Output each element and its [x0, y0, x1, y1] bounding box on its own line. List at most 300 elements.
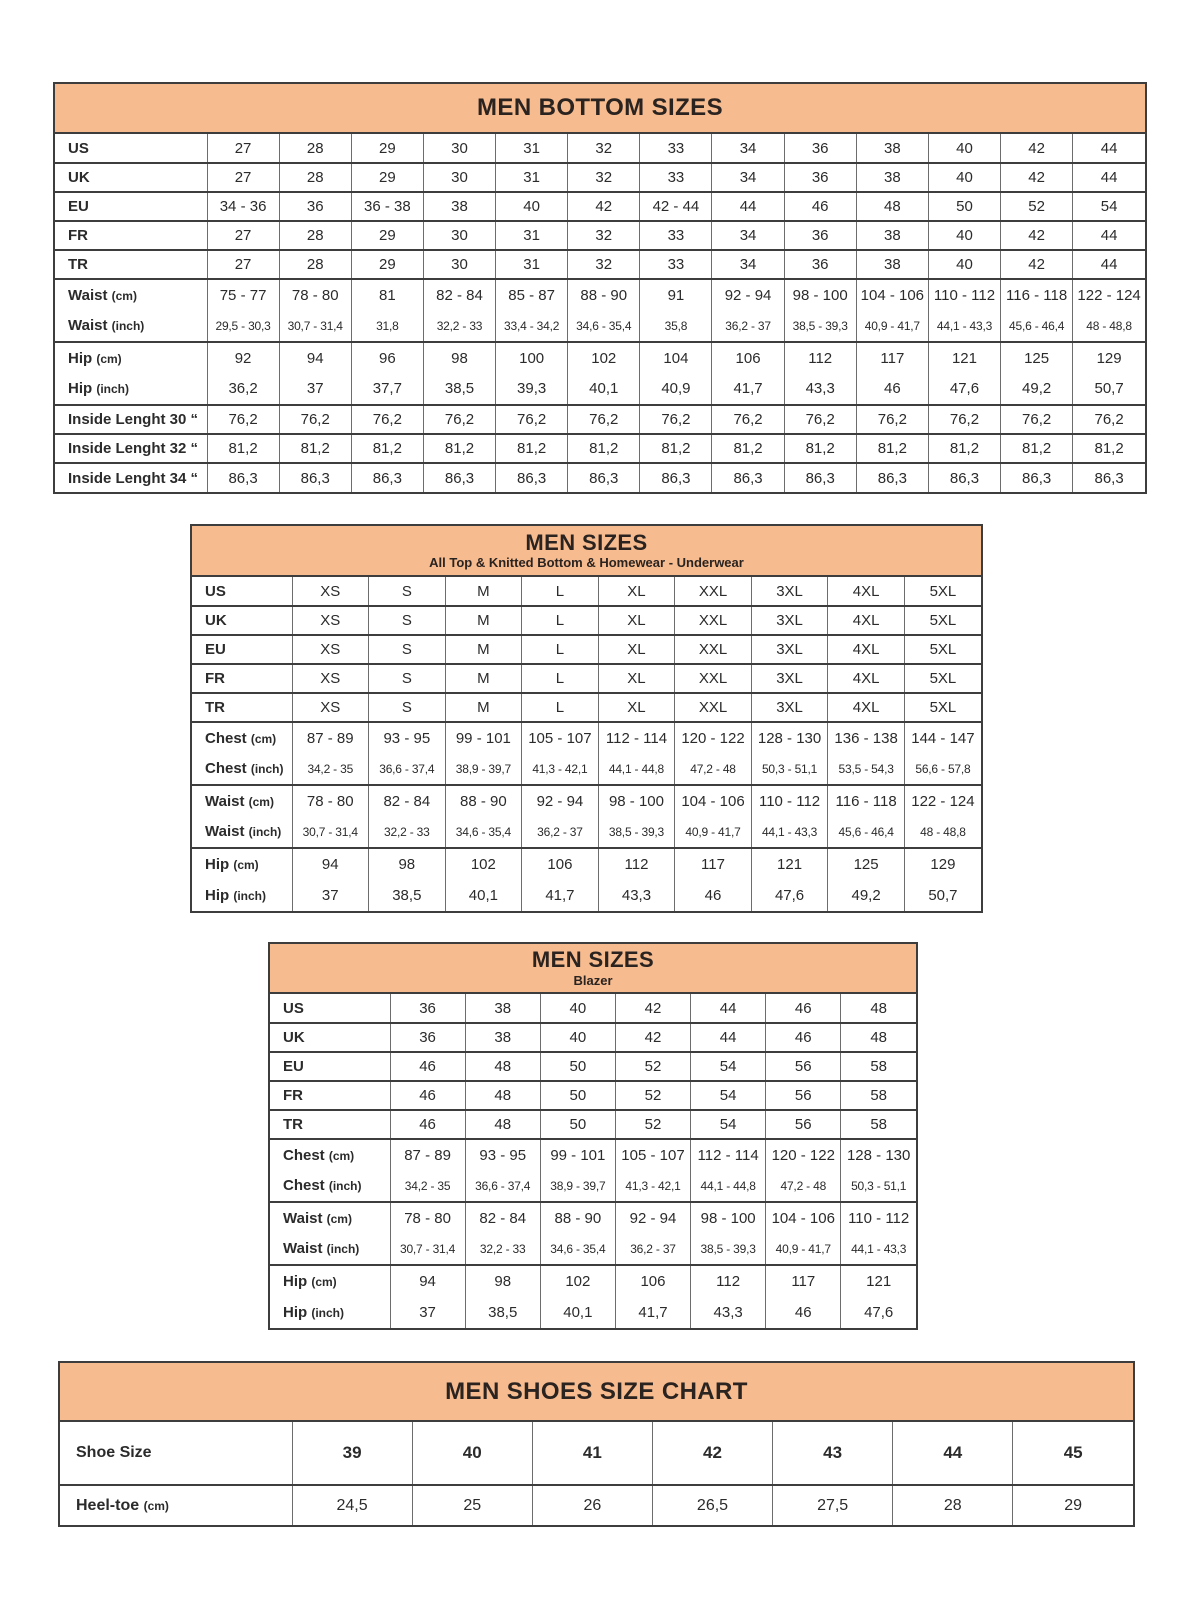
row-label [60, 1485, 292, 1525]
table-cell: 112 - 114 [691, 1139, 766, 1171]
table-cell: 27 [207, 163, 279, 192]
table-cell: 81,2 [423, 434, 495, 463]
table-title: MEN SIZES [525, 529, 648, 555]
table-cell: 4XL [828, 606, 905, 635]
table-cell: 43 [773, 1422, 893, 1485]
table-cell: 40 [928, 163, 1000, 192]
row-label-unit: (inch) [111, 319, 145, 334]
table-cell: 36 [390, 1023, 465, 1052]
table-cell: 40 [928, 250, 1000, 279]
table-cell: 78 - 80 [279, 279, 351, 311]
table-cell: 86,3 [712, 463, 784, 492]
table-cell: 3XL [751, 664, 828, 693]
row-label [55, 311, 207, 343]
table-cell: 98 - 100 [784, 279, 856, 311]
table-cell: 36 - 38 [351, 192, 423, 221]
row-label-unit: (inch) [248, 825, 282, 840]
row-label [55, 463, 207, 492]
table-cell: 76,2 [423, 405, 495, 434]
table-cell: 110 - 112 [841, 1202, 916, 1234]
table-cell: 46 [390, 1110, 465, 1139]
row-label [60, 1422, 292, 1485]
table-cell: 48 [841, 994, 916, 1023]
table-cell: 38,5 [423, 374, 495, 406]
row-label-text: Inside Lenght 34 “ [68, 469, 199, 487]
table-cell: 40,1 [540, 1297, 615, 1329]
table-row [192, 817, 981, 849]
table-cell: 42 [615, 1023, 690, 1052]
row-label-text: EU [283, 1058, 304, 1075]
table-cell: 112 - 114 [598, 722, 675, 754]
table-cell: 27 [207, 134, 279, 163]
table-cell: 76,2 [856, 405, 928, 434]
table-cell: 96 [351, 342, 423, 374]
table-cell: 86,3 [351, 463, 423, 492]
row-label [270, 1297, 390, 1329]
table-cell: 42 [1001, 250, 1073, 279]
table-cell: 38 [856, 250, 928, 279]
table-cell: 94 [390, 1265, 465, 1297]
table-cell: 36,2 - 37 [712, 311, 784, 343]
table-cell: 117 [856, 342, 928, 374]
table-cell: 112 [691, 1265, 766, 1297]
table-cell: 112 [784, 342, 856, 374]
table-cell: XXL [675, 606, 752, 635]
table-cell: 32 [568, 221, 640, 250]
table-cell: 88 - 90 [445, 785, 522, 817]
table-cell: 36,2 [207, 374, 279, 406]
row-label-text: Inside Lenght 32 “ [68, 440, 199, 457]
row-label [270, 1110, 390, 1139]
table-cell: 33,4 - 34,2 [496, 311, 568, 343]
row-label-unit: (cm) [111, 288, 137, 303]
row-label [270, 994, 390, 1023]
row-label [55, 434, 207, 463]
table-cell: 32 [568, 250, 640, 279]
table-cell: M [445, 664, 522, 693]
table-cell: 120 - 122 [766, 1139, 841, 1171]
table-cell: 54 [691, 1052, 766, 1081]
table-row [270, 1297, 916, 1329]
row-label [192, 817, 292, 849]
table-cell: 30,7 - 31,4 [390, 1234, 465, 1266]
table-cell: XXL [675, 577, 752, 606]
table-cell: 28 [279, 163, 351, 192]
row-label-text: Waist [68, 317, 112, 335]
table-cell: 52 [615, 1110, 690, 1139]
table-cell: 129 [1073, 342, 1145, 374]
table-cell: 43,3 [598, 880, 675, 912]
table-cell: 44 [691, 994, 766, 1023]
table-cell: 46 [856, 374, 928, 406]
table-cell: 125 [1001, 342, 1073, 374]
table-cell: S [369, 664, 446, 693]
table-cell: 93 - 95 [465, 1139, 540, 1171]
table-cell: 29,5 - 30,3 [207, 311, 279, 343]
table-cell: 86,3 [928, 463, 1000, 492]
table-cell: 50 [540, 1052, 615, 1081]
table-cell: XS [292, 693, 369, 722]
table-cell: 117 [675, 848, 752, 880]
row-label [192, 785, 292, 817]
table-cell: 32 [568, 163, 640, 192]
table-cell: 30,7 - 31,4 [279, 311, 351, 343]
table-row [270, 1110, 916, 1139]
table-cell: 82 - 84 [465, 1202, 540, 1234]
row-label [55, 192, 207, 221]
table-cell: 44,1 - 43,3 [841, 1234, 916, 1266]
table-cell: 27 [207, 221, 279, 250]
table-cell: 4XL [828, 635, 905, 664]
table-cell: 99 - 101 [445, 722, 522, 754]
table-cell: 102 [445, 848, 522, 880]
table-cell: 112 [598, 848, 675, 880]
table-row [192, 785, 981, 817]
table-cell: 5XL [904, 693, 981, 722]
row-label-text: FR [68, 227, 88, 244]
table-cell: 92 - 94 [615, 1202, 690, 1234]
table-cell: 88 - 90 [540, 1202, 615, 1234]
table-cell: 102 [568, 342, 640, 374]
table-cell: 44 [1073, 221, 1145, 250]
row-label [55, 163, 207, 192]
row-label-unit: (cm) [250, 731, 277, 746]
table-row [55, 463, 1145, 492]
row-label-text: US [68, 139, 89, 157]
table-cell: 94 [292, 848, 369, 880]
table-cell: 34 [712, 134, 784, 163]
table-cell: 38 [856, 134, 928, 163]
table-cell: 33 [640, 163, 712, 192]
row-label-text: EU [68, 198, 89, 215]
row-label [55, 250, 207, 279]
row-label [270, 1052, 390, 1081]
row-label-text: TR [205, 699, 225, 716]
table-cell: 98 - 100 [691, 1202, 766, 1234]
table-cell: XXL [675, 693, 752, 722]
row-label [270, 1171, 390, 1203]
table-cell: 78 - 80 [292, 785, 369, 817]
table-cell: 42 [1001, 163, 1073, 192]
table-cell: 82 - 84 [369, 785, 446, 817]
row-label-text: Waist [205, 823, 249, 841]
row-label-unit: (cm) [311, 1274, 337, 1289]
table-cell: 34,6 - 35,4 [540, 1234, 615, 1266]
table-cell: 4XL [828, 577, 905, 606]
table-cell: 116 - 118 [828, 785, 905, 817]
table-cell: 41 [532, 1422, 652, 1485]
table-cell: 36,2 - 37 [615, 1234, 690, 1266]
table-cell: 39,3 [496, 374, 568, 406]
table-title-band [60, 1363, 1133, 1422]
table-cell: 29 [351, 163, 423, 192]
table-cell: 85 - 87 [496, 279, 568, 311]
row-label-text: EU [205, 641, 226, 658]
row-label-unit: (cm) [143, 1498, 169, 1513]
table-cell: M [445, 635, 522, 664]
table-cell: 34,2 - 35 [292, 754, 369, 786]
table-cell: 86,3 [640, 463, 712, 492]
table-cell: 4XL [828, 664, 905, 693]
table-cell: 53,5 - 54,3 [828, 754, 905, 786]
row-label [192, 577, 292, 606]
table-cell: 86,3 [784, 463, 856, 492]
row-label-unit: (inch) [96, 382, 130, 397]
row-label-text: UK [205, 612, 227, 629]
row-label [55, 342, 207, 374]
table-row [55, 221, 1145, 250]
table-cell: 86,3 [1073, 463, 1145, 492]
table-cell: 37,7 [351, 374, 423, 406]
table-cell: 36 [784, 163, 856, 192]
row-label [192, 880, 292, 912]
table-row [55, 311, 1145, 343]
table-cell: 44,1 - 43,3 [928, 311, 1000, 343]
table-cell: 76,2 [640, 405, 712, 434]
table-cell: 42 [1001, 221, 1073, 250]
table-cell: 88 - 90 [568, 279, 640, 311]
table-cell: 52 [615, 1081, 690, 1110]
table-cell: 44 [1073, 134, 1145, 163]
table-row [270, 994, 916, 1023]
table-cell: 116 - 118 [1001, 279, 1073, 311]
table-cell: 54 [1073, 192, 1145, 221]
table-row [55, 279, 1145, 311]
table-cell: 40 [928, 134, 1000, 163]
men-bottom-sizes-table [53, 82, 1147, 494]
table-cell: 42 - 44 [640, 192, 712, 221]
table-cell: 76,2 [351, 405, 423, 434]
table-cell: 86,3 [568, 463, 640, 492]
table-cell: 86,3 [207, 463, 279, 492]
table-cell: 104 - 106 [766, 1202, 841, 1234]
table-cell: M [445, 606, 522, 635]
table-cell: XL [598, 693, 675, 722]
table-cell: 47,6 [928, 374, 1000, 406]
table-cell: 136 - 138 [828, 722, 905, 754]
row-label-text: FR [283, 1087, 303, 1104]
table-row [192, 693, 981, 722]
table-cell: 40,9 - 41,7 [766, 1234, 841, 1266]
table-cell: 58 [841, 1081, 916, 1110]
table-cell: 27 [207, 250, 279, 279]
table-cell: 38,5 [369, 880, 446, 912]
row-label-unit: (cm) [248, 794, 274, 809]
table-cell: 76,2 [279, 405, 351, 434]
table-cell: 31 [496, 221, 568, 250]
row-label [192, 606, 292, 635]
table-cell: 33 [640, 134, 712, 163]
table-cell: 56 [766, 1110, 841, 1139]
table-row [192, 606, 981, 635]
row-label-text: Hip [68, 349, 97, 367]
row-label-text: TR [68, 256, 88, 273]
row-label-unit: (inch) [328, 1179, 362, 1194]
table-cell: 28 [893, 1485, 1013, 1525]
table-cell: 52 [1001, 192, 1073, 221]
row-label [270, 1139, 390, 1171]
table-cell: 86,3 [1001, 463, 1073, 492]
table-cell: 43,3 [784, 374, 856, 406]
table-cell: 5XL [904, 606, 981, 635]
table-cell: 38,5 [465, 1297, 540, 1329]
table-cell: 3XL [751, 606, 828, 635]
table-row [192, 848, 981, 880]
table-cell: 48 - 48,8 [904, 817, 981, 849]
table-cell: 92 [207, 342, 279, 374]
table-cell: 24,5 [292, 1485, 412, 1525]
table-cell: XL [598, 606, 675, 635]
table-cell: 78 - 80 [390, 1202, 465, 1234]
table-cell: 5XL [904, 664, 981, 693]
table-row [192, 754, 981, 786]
table-cell: 44,1 - 44,8 [691, 1171, 766, 1203]
table-row [55, 192, 1145, 221]
row-label [55, 374, 207, 406]
table-cell: 81,2 [1073, 434, 1145, 463]
table-row [270, 1081, 916, 1110]
table-cell: 105 - 107 [522, 722, 599, 754]
table-cell: 76,2 [1073, 405, 1145, 434]
table-cell: 38,9 - 39,7 [540, 1171, 615, 1203]
table-row [55, 250, 1145, 279]
row-label [270, 1023, 390, 1052]
table-cell: 121 [928, 342, 1000, 374]
table-cell: 31,8 [351, 311, 423, 343]
table-cell: XXL [675, 664, 752, 693]
table-cell: 32,2 - 33 [423, 311, 495, 343]
row-label-text: Waist [205, 792, 249, 810]
row-label-text: Chest [283, 1146, 329, 1164]
table-cell: 46 [766, 1023, 841, 1052]
row-label-text: UK [68, 169, 90, 186]
table-cell: 47,6 [841, 1297, 916, 1329]
table-cell: 98 - 100 [598, 785, 675, 817]
table-cell: 110 - 112 [751, 785, 828, 817]
table-cell: 46 [766, 994, 841, 1023]
table-cell: 31 [496, 250, 568, 279]
row-label-text: Waist [283, 1240, 327, 1258]
table-cell: 40,1 [568, 374, 640, 406]
row-label-text: Hip [283, 1272, 312, 1290]
table-cell: 38 [856, 163, 928, 192]
row-label-unit: (inch) [233, 888, 267, 903]
table-cell: L [522, 635, 599, 664]
table-row [55, 405, 1145, 434]
table-cell: 110 - 112 [928, 279, 1000, 311]
row-label-unit: (inch) [326, 1242, 360, 1257]
table-cell: 36 [784, 134, 856, 163]
table-cell: XL [598, 577, 675, 606]
table-row [55, 163, 1145, 192]
table-cell: 75 - 77 [207, 279, 279, 311]
table-cell: 30 [423, 221, 495, 250]
table-cell: 144 - 147 [904, 722, 981, 754]
table-cell: 34,6 - 35,4 [445, 817, 522, 849]
table-cell: 38 [465, 1023, 540, 1052]
table-cell: 37 [292, 880, 369, 912]
table-cell: 58 [841, 1110, 916, 1139]
table-cell: XS [292, 577, 369, 606]
row-label-text: Waist [283, 1209, 327, 1227]
size-grid [192, 577, 981, 911]
table-cell: 37 [279, 374, 351, 406]
size-grid [270, 994, 916, 1328]
table-cell: 81,2 [928, 434, 1000, 463]
table-row [270, 1139, 916, 1171]
row-label [55, 134, 207, 163]
table-cell: 38,9 - 39,7 [445, 754, 522, 786]
table-cell: 40,9 - 41,7 [675, 817, 752, 849]
table-cell: 50,3 - 51,1 [841, 1171, 916, 1203]
table-cell: 30 [423, 134, 495, 163]
table-cell: 100 [496, 342, 568, 374]
table-row [60, 1485, 1133, 1525]
row-label-unit: (cm) [233, 857, 259, 872]
table-cell: 50,7 [904, 880, 981, 912]
row-label [192, 664, 292, 693]
table-row [192, 664, 981, 693]
row-label-unit: (inch) [250, 762, 284, 777]
table-cell: 48 [465, 1081, 540, 1110]
row-label [270, 1202, 390, 1234]
table-cell: 4XL [828, 693, 905, 722]
table-row [270, 1202, 916, 1234]
table-subtitle: Blazer [573, 972, 613, 988]
table-cell: 81,2 [568, 434, 640, 463]
table-title-band [55, 84, 1145, 134]
table-title-band [192, 526, 981, 577]
table-cell: 76,2 [496, 405, 568, 434]
table-cell: 122 - 124 [1073, 279, 1145, 311]
table-cell: 29 [351, 221, 423, 250]
table-cell: 33 [640, 250, 712, 279]
row-label [192, 693, 292, 722]
table-cell: 31 [496, 134, 568, 163]
table-cell: 106 [712, 342, 784, 374]
table-cell: 42 [568, 192, 640, 221]
table-cell: 40,9 [640, 374, 712, 406]
row-label [192, 722, 292, 754]
table-cell: 44 [1073, 250, 1145, 279]
table-cell: XL [598, 664, 675, 693]
table-cell: 3XL [751, 577, 828, 606]
table-cell: 44 [1073, 163, 1145, 192]
men-blazer-sizes-table [268, 942, 918, 1330]
table-cell: 33 [640, 221, 712, 250]
table-cell: 29 [351, 134, 423, 163]
table-cell: 49,2 [828, 880, 905, 912]
table-cell: 30,7 - 31,4 [292, 817, 369, 849]
table-cell: 5XL [904, 635, 981, 664]
table-cell: 106 [522, 848, 599, 880]
table-cell: 44 [893, 1422, 1013, 1485]
table-cell: 36 [784, 221, 856, 250]
table-cell: 117 [766, 1265, 841, 1297]
table-cell: 99 - 101 [540, 1139, 615, 1171]
table-row [55, 134, 1145, 163]
table-cell: 76,2 [1001, 405, 1073, 434]
table-cell: 43,3 [691, 1297, 766, 1329]
table-cell: 26 [532, 1485, 652, 1525]
men-top-sizes-table [190, 524, 983, 913]
table-row [270, 1171, 916, 1203]
row-label-text: US [205, 582, 226, 600]
table-cell: 47,2 - 48 [675, 754, 752, 786]
table-cell: 47,6 [751, 880, 828, 912]
row-label-text: Waist [68, 286, 112, 304]
table-cell: 128 - 130 [841, 1139, 916, 1171]
